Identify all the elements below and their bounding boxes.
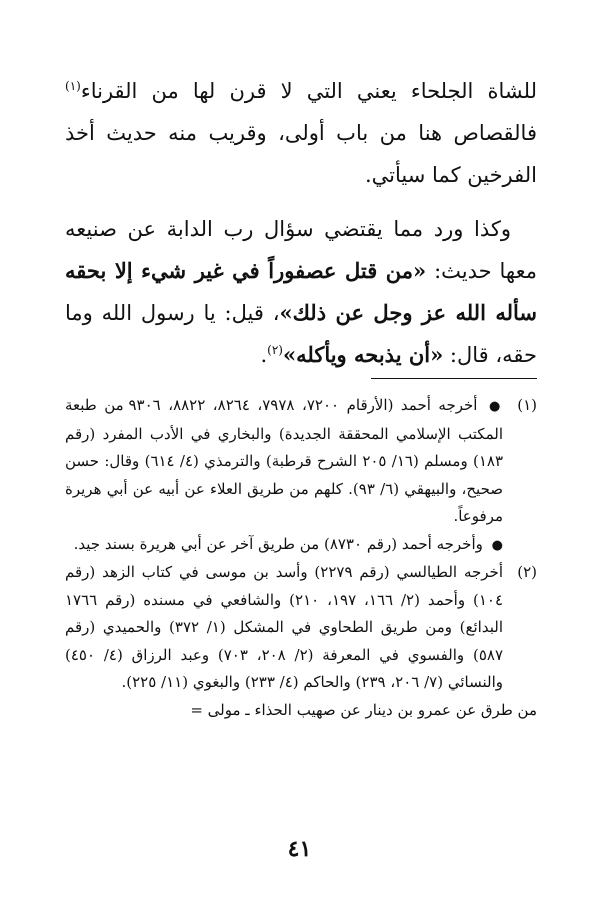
text-segment: فالقصاص هنا من باب أولى، وقريب منه حديث أخذ الفرخين كما سيأتي. <box>65 121 537 187</box>
main-paragraph-2 <box>65 208 537 376</box>
footnote-number: (٢) <box>517 563 537 581</box>
footnotes <box>65 392 537 724</box>
footnote-paragraph: ● أخرجه أحمد (الأرقام ٧٢٠٠، ٧٩٧٨، ٨٢٦٤، ٨٨٢٢، ٩٣٠٦ من طبعة المكتب الإسلامي المحققة الجديدة) والبخاري في الأدب المفرد (رقم ١٨٣) ومسلم (١٦/ ٢٠٥ الشرح قرطبة) والترمذي (٤/ ٦١٤) وقال: حسن صحيح، والبيهقي (٦/ ٩٣). كلهم من طريق العلاء عن أبيه عن أبي هريرة مرفوعاً. <box>65 396 504 525</box>
hadith-quote-1: «من قتل عصفوراً في غير شيء إلا بحقه سأله الله عز وجل عن ذلك» <box>65 258 537 325</box>
page-number: ٤١ <box>287 836 312 862</box>
footnote-body <box>65 559 503 697</box>
bullet-icon: ● <box>491 537 503 553</box>
footnote-paragraph: أخرجه الطيالسي (رقم ٢٢٧٩) وأسد بن موسى في كتاب الزهد (رقم ١٠٤) وأحمد (٢/ ١٦٦، ١٩٧، ٢١٠) والشافعي في مسنده (رقم ١٧٦٦ البدائع) ومن طريق الطحاوي في المشكل (١/ ٣٧٢) والحميدي (رقم ٥٨٧) والفسوي في المعرفة (٢/ ٢٠٨، ٧٠٣) وعبد الرزاق (٤/ ٤٥٠) والنسائي (٧/ ٢٠٦، ٢٣٩) والحاكم (٤/ ٢٣٣) والبغوي (١١/ ٢٢٥). <box>65 563 504 691</box>
footnote-paragraph: ● وأخرجه أحمد (رقم ٨٧٣٠) من طريق آخر عن أبي هريرة بسند جيد. <box>73 534 503 553</box>
text-segment: . <box>260 343 268 367</box>
text-segment: للشاة الجلحاء يعني التي لا قرن لها من القرناء <box>80 79 537 103</box>
footnote-separator <box>371 378 537 379</box>
footnote-2 <box>65 559 537 697</box>
bullet-icon: ● <box>488 399 504 414</box>
footnote-1 <box>65 392 537 559</box>
main-paragraph-1 <box>65 70 537 196</box>
footnote-body <box>65 392 503 559</box>
footnote-continuation: من طرق عن عمرو بن دينار عن صهيب الحذاء ـ مولى = <box>190 700 537 719</box>
footnote-number: (١) <box>517 396 537 414</box>
footnote-ref-1: (١) <box>65 79 81 93</box>
hadith-quote-2: «أن يذبحه ويأكله» <box>282 342 444 367</box>
text-segment: ، قيل: يا رسول الله وما حقه، قال: <box>65 301 537 367</box>
text-segment: وكذا ورد مما يقتضي سؤال رب الدابة عن صنيعه معها حديث: <box>65 217 537 283</box>
main-text <box>65 70 537 388</box>
footnote-ref-2: (٢) <box>267 343 283 357</box>
